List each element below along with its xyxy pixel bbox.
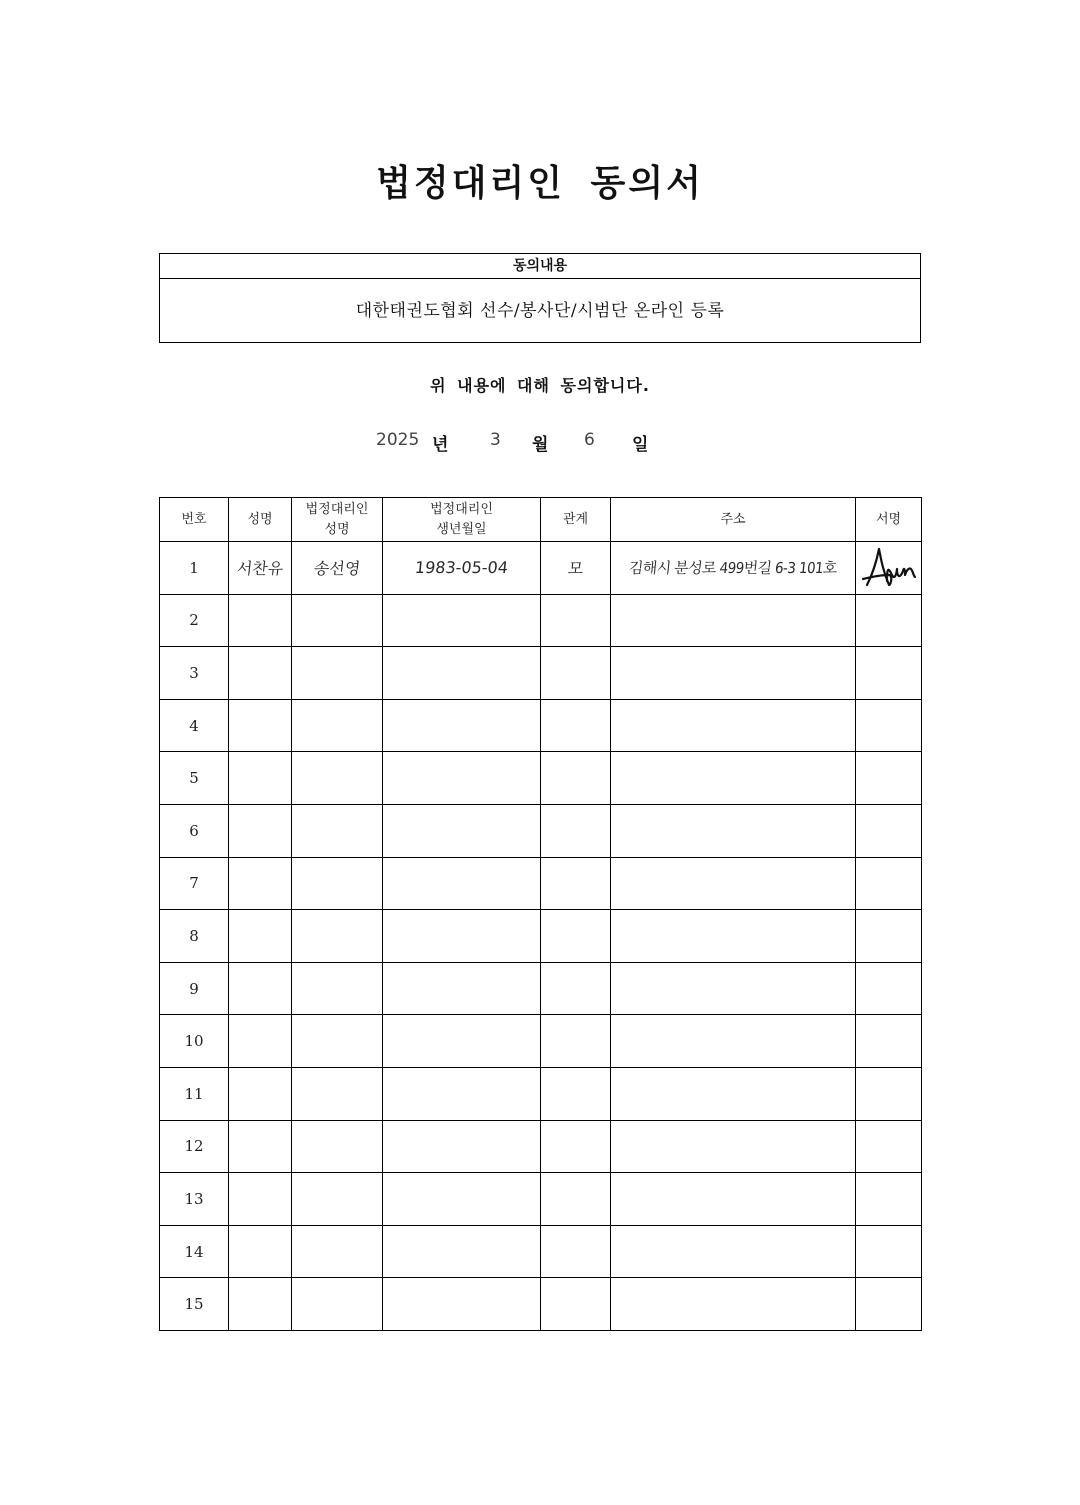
row-number: 2 [160,594,229,647]
header-number: 번호 [160,498,229,542]
row-guardian-dob [383,542,541,595]
date-day: 6 [584,430,595,450]
row-name-text: 서찬유 [235,559,285,579]
row-number: 7 [160,857,229,910]
row-number: 9 [160,962,229,1015]
table-row [160,1173,922,1226]
row-number: 12 [160,1120,229,1173]
agreement-statement: 위 내용에 대해 동의합니다. [430,376,650,395]
table-row [160,857,922,910]
row-guardian-name-text: 송선영 [312,559,362,579]
row-number: 10 [160,1015,229,1068]
header-guardian-name [292,498,383,542]
document-title: 법정대리인 동의서 [376,162,704,204]
header-guardian-dob-line2: 생년월일 [436,521,487,537]
row-number: 8 [160,910,229,963]
table-row [160,1225,922,1278]
header-address: 주소 [611,498,856,542]
header-guardian-name-line1: 법정대리인 [305,501,369,517]
table-row [160,699,922,752]
row-number: 13 [160,1173,229,1226]
date-month-unit: 월 [532,435,549,455]
table-row [160,1120,922,1173]
table-row [160,594,922,647]
table-row [160,752,922,805]
header-guardian-name-line2: 성명 [324,521,350,537]
row-number: 5 [160,752,229,805]
table-row [160,647,922,700]
date-year-unit: 년 [432,435,449,455]
table-row [160,804,922,857]
header-signature: 서명 [856,498,922,542]
row-number: 3 [160,647,229,700]
header-guardian-dob [383,498,541,542]
table-row [160,542,922,595]
table-row [160,910,922,963]
date-line [0,430,1080,456]
row-address [611,542,856,595]
row-guardian-dob-text: 1983-05-04 [414,558,509,578]
row-name [229,542,292,595]
table-row [160,1067,922,1120]
header-relation: 관계 [541,498,611,542]
row-number: 4 [160,699,229,752]
date-year: 2025 [376,430,420,450]
handwritten-signature [859,545,919,591]
row-number: 15 [160,1278,229,1331]
header-guardian-dob-line1: 법정대리인 [430,501,493,517]
row-relation [541,542,611,595]
consent-content: 대한태권도협회 선수/봉사단/시범단 온라인 등록 [355,301,725,321]
table-row [160,962,922,1015]
header-name: 성명 [229,498,292,542]
consent-box [159,253,921,343]
row-number: 11 [160,1067,229,1120]
row-number: 14 [160,1225,229,1278]
consent-header: 동의내용 [160,254,920,279]
row-address-text: 김해시 분성로 499번길 6-3 101호 [628,559,838,578]
table-header-row [160,498,922,542]
row-number: 6 [160,804,229,857]
table-row [160,1015,922,1068]
date-day-unit: 일 [632,435,649,455]
row-relation-text: 모 [566,559,585,579]
row-signature [856,542,922,595]
table-row [160,1278,922,1331]
date-month: 3 [490,430,501,450]
guardian-consent-table [159,497,922,1331]
row-number: 1 [160,542,229,595]
row-guardian-name [292,542,383,595]
